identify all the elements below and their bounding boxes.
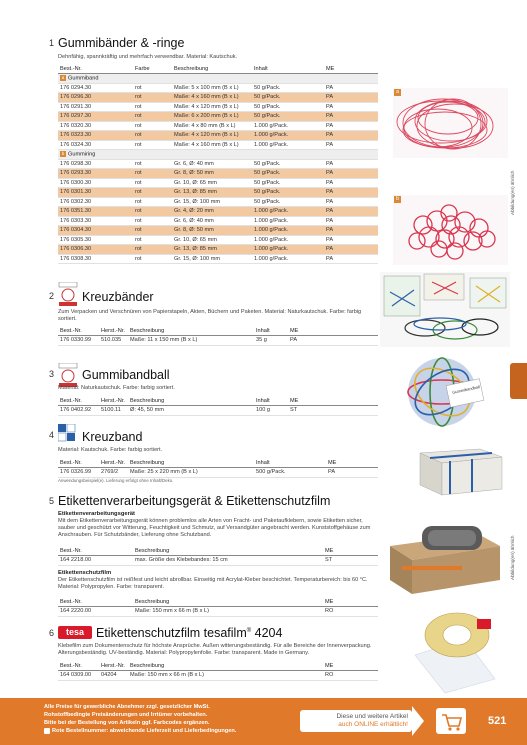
color-cell: rot [133,216,172,226]
col-header: Best.-Nr. [58,546,133,556]
section-number: 1 [49,38,55,48]
content-cell: 100 g [254,406,288,416]
subsection-title: Etikettenverarbeitungsgerät [58,511,135,517]
info-square-icon [44,728,50,734]
color-cell: rot [133,112,172,122]
col-header: Beschreibung [133,597,323,607]
page-number: 521 [488,715,507,727]
col-header: ME [324,64,378,74]
description-cell: Gr. 13, Ø: 85 mm [172,188,252,198]
table-row [58,131,378,141]
brand-logo [58,363,78,387]
col-header: Inhalt [254,396,288,406]
order-number: 176 0308.30 [58,254,133,264]
col-header: Best.-Nr. [58,396,99,406]
color-cell: rot [133,159,172,169]
section-title: Kreuzband [82,430,143,444]
description-cell: Maße: 150 mm x 66 m (B x L) [133,607,323,617]
rubber-band-image [393,88,508,158]
content-cell: 50 g/Pack. [252,83,324,93]
description-cell: Gr. 8, Ø: 50 mm [172,169,252,179]
color-cell: rot [133,102,172,112]
color-cell: rot [133,178,172,188]
unit-cell: PA [324,131,378,141]
color-cell: rot [133,131,172,141]
unit-cell: PA [324,140,378,150]
col-header: ME [288,326,378,336]
unit-cell: PA [324,226,378,236]
order-number: 176 0320.30 [58,121,133,131]
description-cell: Gr. 6, Ø: 40 mm [172,159,252,169]
unit-cell: PA [324,254,378,264]
unit-cell: PA [324,197,378,207]
content-cell: 1.000 g/Pack. [252,226,324,236]
unit-cell: PA [324,112,378,122]
table-row [58,607,378,617]
alco-logo-icon [58,424,76,442]
table-row [58,112,378,122]
section-title [96,626,282,640]
description-cell: Maße: 11 x 150 mm (B x L) [128,336,254,346]
table-row [58,83,378,93]
table-row [58,197,378,207]
footer-line [44,727,236,735]
table-row [58,226,378,236]
unit-cell: RO [323,671,378,681]
col-header: Herst.-Nr. [99,396,128,406]
col-header: Beschreibung [128,326,254,336]
note-text: Anwendungsbeispiel(e). Lieferung erfolgt ohne Inhalt/Deko. [58,478,174,483]
order-number: 164 2218.00 [58,556,133,566]
kreuzbaender-image [380,272,510,347]
content-cell: 1.000 g/Pack. [252,245,324,255]
unit-cell: PA [324,216,378,226]
package-label: Gummibandball [451,384,481,395]
order-number: 176 0301.30 [58,188,133,198]
table-row [58,216,378,226]
order-number: 176 0326.99 [58,468,99,478]
unit-cell: PA [324,235,378,245]
order-number: 176 0294.30 [58,83,133,93]
content-cell: 50 g/Pack. [252,112,324,122]
order-number: 176 0296.30 [58,93,133,103]
product-table-kreuzbaender [58,326,378,346]
unit-cell: PA [324,207,378,217]
order-number: 176 0303.30 [58,216,133,226]
product-table-gummibandball [58,396,378,416]
content-cell: 50 g/Pack. [252,102,324,112]
color-cell: rot [133,226,172,236]
manufacturer-number: 5100.11 [99,406,128,416]
color-cell: rot [133,93,172,103]
table-row [58,235,378,245]
color-cell: rot [133,140,172,150]
unit-cell: ST [323,556,378,566]
section-title: Kreuzbänder [82,290,154,304]
table-row [58,671,378,681]
col-header: Herst.-Nr. [99,458,128,468]
order-number: 176 0302.30 [58,197,133,207]
chapter-tab [510,363,527,399]
col-header: Beschreibung [128,458,254,468]
trademark-symbol: ® [246,627,252,634]
online-banner[interactable] [300,710,412,732]
table-row [58,245,378,255]
section-description: Der Etikettenschutzfilm ist reißfest und leicht abrollbar. Einseitig mit Acrylat-Kleber beschichtet. Temperaturbereich: bis 60 °C. Material: Polypropylen. Farbe: transparent. [58,577,368,591]
content-cell: 1.000 g/Pack. [252,121,324,131]
section-description: Material: Naturkautschuk. Farbe: farbig sortiert. [58,385,175,391]
manufacturer-number: 04204 [99,671,128,681]
order-number: 176 0305.30 [58,235,133,245]
brand-logo [58,282,78,306]
order-number: 176 0351.30 [58,207,133,217]
section-description: Zum Verpacken und Verschnüren von Papierstapeln, Akten, Büchern und Paketen. Material: Naturkautschuk. Farbe: farbig sortiert. [58,309,362,323]
order-number: 176 0304.30 [58,226,133,236]
rubber-band-pile-icon [393,88,508,158]
subsection-title: Etikettenschutzfilm [58,570,112,576]
color-cell: rot [133,188,172,198]
col-header: Best.-Nr. [58,597,133,607]
description-cell: Maße: 5 x 100 mm (B x L) [172,83,252,93]
section-title-main: Etikettenschutzfilm tesafilm [96,626,247,640]
col-header: Beschreibung [128,661,323,671]
footer-bar [0,698,527,745]
tesafilm-image [405,605,505,695]
online-line: auch ONLINE erhältlich! [338,721,408,728]
content-cell: 1.000 g/Pack. [252,207,324,217]
etikettengeraet-image [382,506,507,601]
footer-line: Bitte bei der Bestellung von Artikeln ggf. Farbcodes ergänzen. [44,720,210,726]
col-header: Best.-Nr. [58,326,99,336]
color-cell: rot [133,83,172,93]
group-label: Gummiring [68,151,96,158]
table-row [58,178,378,188]
description-cell: Gr. 4, Ø: 20 mm [172,207,252,217]
unit-cell: PA [324,93,378,103]
image-caption: Abbildung(en) ähnlich [510,535,515,580]
unit-cell: PA [324,83,378,93]
content-cell: 50 g/Pack. [252,197,324,207]
color-cell: rot [133,235,172,245]
table-group-row [58,74,378,84]
order-number: 176 0300.30 [58,178,133,188]
color-cell: rot [133,121,172,131]
col-header: Inhalt [254,458,326,468]
order-number: 176 0323.30 [58,131,133,141]
unit-cell: PA [324,102,378,112]
description-cell: Maße: 25 x 220 mm (B x L) [128,468,254,478]
table-group-row [58,150,378,160]
color-cell: rot [133,197,172,207]
section-number: 4 [49,430,55,440]
product-table-gummibaender [58,64,378,264]
description-cell: Maße: 4 x 160 mm (B x L) [172,93,252,103]
description-cell: Gr. 15, Ø: 100 mm [172,197,252,207]
description-cell: Maße: 6 x 200 mm (B x L) [172,112,252,122]
section-number: 2 [49,291,55,301]
section-title-suffix: 4204 [251,626,283,640]
rubber-ring-pile-icon [393,195,508,265]
unit-cell: PA [324,159,378,169]
tape-roll-icon [405,605,505,695]
image-caption: Abbildung(en) ähnlich [510,170,515,215]
section-number: 3 [49,369,55,379]
description-cell: Ø: 45, 50 mm [128,406,254,416]
description-cell: Gr. 15, Ø: 100 mm [172,254,252,264]
color-cell: rot [133,207,172,217]
description-cell: Maße: 4 x 80 mm (B x L) [172,121,252,131]
product-table-tesafilm [58,661,378,681]
kreuzband-image [410,445,508,500]
online-line: Diese und weitere Artikel [336,713,408,720]
table-row [58,102,378,112]
manufacturer-number: 510.035 [99,336,128,346]
section-description: Dehnfähig, spannkräftig und mehrfach verwendbar. Material: Kautschuk. [58,54,238,60]
cross-bands-icon [380,272,510,347]
section-description: Material: Kautschuk. Farbe: farbig sortiert. [58,447,163,453]
description-cell: max. Größe des Klebebandes: 15 cm [133,556,323,566]
image-tag-a: a [394,89,401,96]
table-row [58,169,378,179]
footer-line: Rohstoffbedingte Preisänderungen und Irrtümer vorbehalten. [44,712,208,718]
box-with-band-icon [410,445,508,500]
unit-cell: PA [324,169,378,179]
section-number: 5 [49,496,55,506]
unit-cell: PA [288,336,378,346]
order-number: 176 0324.30 [58,140,133,150]
product-table-etikettenschutzfilm [58,597,378,617]
order-number: 176 0402.92 [58,406,99,416]
order-number: 176 0298.30 [58,159,133,169]
content-cell: 1.000 g/Pack. [252,254,324,264]
description-cell: Gr. 10, Ø: 65 mm [172,178,252,188]
description-cell: Gr. 6, Ø: 40 mm [172,216,252,226]
order-number: 176 0291.30 [58,102,133,112]
col-header: Best.-Nr. [58,64,133,74]
tesa-logo: tesa [58,626,92,639]
content-cell: 1.000 g/Pack. [252,140,324,150]
eco-label-icon [58,282,78,306]
footer-notes [44,703,236,735]
order-number: 176 0330.99 [58,336,99,346]
content-cell: 50 g/Pack. [252,188,324,198]
table-row [58,121,378,131]
description-cell: Gr. 8, Ø: 50 mm [172,226,252,236]
col-header: ME [323,597,378,607]
content-cell: 50 g/Pack. [252,159,324,169]
order-number: 164 0309.00 [58,671,99,681]
rubber-ring-image [393,195,508,265]
description-cell: Maße: 4 x 120 mm (B x L) [172,131,252,141]
shopping-cart-icon [436,708,466,734]
col-header: Inhalt [254,326,288,336]
content-cell: 50 g/Pack. [252,93,324,103]
table-row [58,556,378,566]
manufacturer-number: 2769/2 [99,468,128,478]
content-cell: 500 g/Pack. [254,468,326,478]
description-cell: Maße: 4 x 160 mm (B x L) [172,140,252,150]
description-cell: Gr. 10, Ø: 65 mm [172,235,252,245]
order-number: 176 0306.30 [58,245,133,255]
content-cell: 1.000 g/Pack. [252,235,324,245]
group-label: Gummiband [68,75,99,82]
order-number: 164 2220.00 [58,607,133,617]
shop-cart-button[interactable] [436,708,466,734]
gummibandball-image [400,352,490,432]
section-title: Gummibänder & -ringe [58,36,185,50]
table-row [58,159,378,169]
col-header: Inhalt [252,64,324,74]
section-number: 6 [49,628,55,638]
table-row [58,140,378,150]
col-header: Best.-Nr. [58,458,99,468]
table-row [58,254,378,264]
col-header: Best.-Nr. [58,661,99,671]
section-title: Gummibandball [82,368,170,382]
unit-cell: PA [324,245,378,255]
product-table-etikettengeraet [58,546,378,566]
unit-cell: PA [324,188,378,198]
description-cell: Maße: 4 x 120 mm (B x L) [172,102,252,112]
arrow-icon [412,706,424,736]
brand-logo [58,424,76,442]
table-row [58,468,378,478]
section-title: Etikettenverarbeitungsgerät & Etikettenschutzfilm [58,494,331,508]
color-cell: rot [133,245,172,255]
section-description: Klebefilm zum Dokumentenschutz für höchste Ansprüche. Außen witterungsbeständig. Für alle Bereiche der Innenverpackung. Alterungsbeständig. UV-beständig. Material: Polypropylenfolie. Farbe: transparent. Made in Germany. [58,643,372,657]
section-description: Mit dem Etikettenverarbeitungsgerät können problemlos alle Arten von Fracht- und Paketaufklebern, sowie Etiketten sicher, sauber und geschützt vor Witterung, Feuchtigkeit und Schmutz, auf Versandgüter angebracht werden. Kunststoffgehäuse zum Anschrauben. Für Schutzbänder, Lieferung ohne Schutzband. [58,518,371,539]
col-header: ME [326,458,378,468]
col-header: Herst.-Nr. [99,661,128,671]
col-header: Farbe [133,64,172,74]
image-tag-b: b [394,196,401,203]
unit-cell: PA [324,121,378,131]
table-row [58,406,378,416]
group-tag: b [61,151,65,156]
col-header: ME [288,396,378,406]
content-cell: 1.000 g/Pack. [252,131,324,141]
unit-cell: RO [323,607,378,617]
table-row [58,207,378,217]
color-cell: rot [133,169,172,179]
col-header: Beschreibung [133,546,323,556]
eco-label-icon [58,363,78,387]
content-cell: 35 g [254,336,288,346]
label-dispenser-icon [382,506,507,601]
rubber-band-ball-icon [400,352,490,432]
col-header: Beschreibung [128,396,254,406]
col-header: Herst.-Nr. [99,326,128,336]
footer-line: Alle Preise für gewerbliche Abnehmer zzgl. gesetzlicher MwSt. [44,704,210,710]
table-row [58,93,378,103]
description-cell: Maße: 150 mm x 66 m (B x L) [128,671,323,681]
color-cell: rot [133,254,172,264]
col-header: ME [323,546,378,556]
unit-cell: ST [288,406,378,416]
table-row [58,336,378,346]
product-table-kreuzband [58,458,378,478]
order-number: 176 0293.30 [58,169,133,179]
table-row [58,188,378,198]
content-cell: 50 g/Pack. [252,169,324,179]
footer-line-text: Rote Bestellnummer: abweichende Lieferzeit und Lieferbedingungen. [52,728,237,734]
content-cell: 1.000 g/Pack. [252,216,324,226]
content-cell: 50 g/Pack. [252,178,324,188]
group-tag: a [61,75,65,80]
unit-cell: PA [324,178,378,188]
order-number: 176 0297.30 [58,112,133,122]
description-cell: Gr. 13, Ø: 85 mm [172,245,252,255]
unit-cell: PA [326,468,378,478]
col-header: ME [323,661,378,671]
col-header: Beschreibung [172,64,252,74]
